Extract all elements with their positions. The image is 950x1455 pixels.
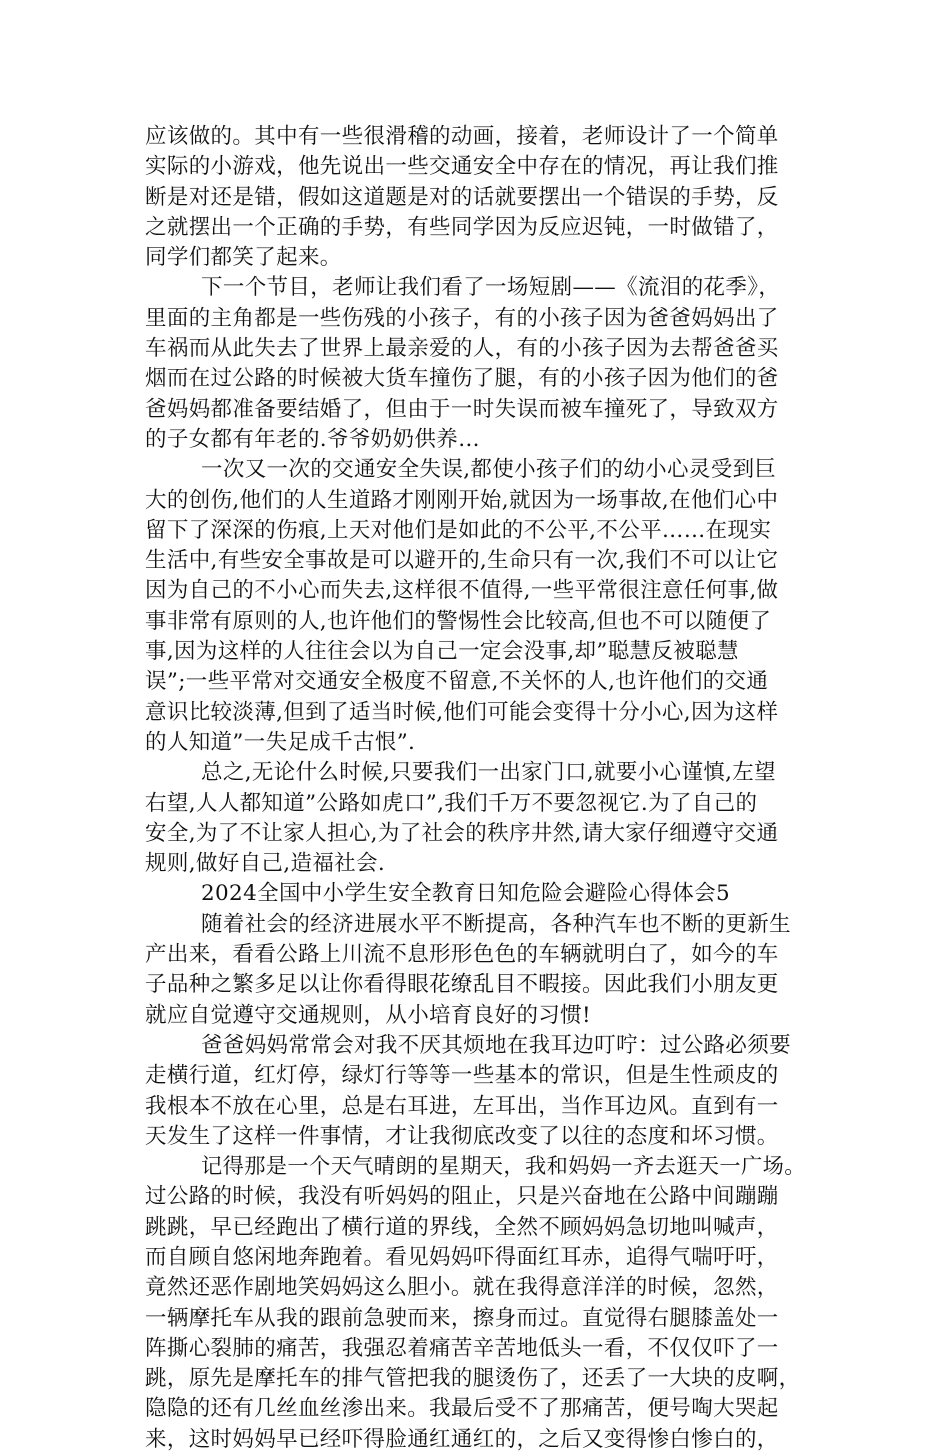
text-line: 烟而在过公路的时候被大货车撞伤了腿，有的小孩子因为他们的爸	[145, 366, 779, 392]
text-line: 事,因为这样的人往往会以为自己一定会没事,却”聪慧反被聪慧	[145, 639, 739, 665]
text-line: 下一个节目，老师让我们看了一场短剧——《流泪的花季》，	[201, 275, 781, 301]
text-line: 阵撕心裂肺的痛苦，我强忍着痛苦辛苦地低头一看，不仅仅吓了一	[145, 1335, 779, 1361]
text-line: 记得那是一个天气晴朗的星期天，我和妈妈一齐去逛天一广场。	[201, 1154, 806, 1180]
text-line: 2024全国中小学生安全教育日知危险会避险心得体会5	[201, 881, 730, 907]
text-line: 而自顾自悠闲地奔跑着。看见妈妈吓得面红耳赤，追得气喘吁吁，	[145, 1244, 779, 1270]
text-line: 爸妈妈都准备要结婚了，但由于一时失误而被车撞死了，导致双方	[145, 396, 779, 422]
text-line: 里面的主角都是一些伤残的小孩子，有的小孩子因为爸爸妈妈出了	[145, 305, 779, 331]
text-line: 安全,为了不让家人担心,为了社会的秩序井然,请大家仔细遵守交通	[145, 820, 779, 846]
text-line: 右望,人人都知道”公路如虎口”,我们千万不要忽视它.为了自己的	[145, 790, 758, 816]
text-line: 留下了深深的伤痕,上天对他们是如此的不公平,不公平……在现实	[145, 517, 772, 543]
text-line: 来，这时妈妈早已经吓得脸通红通红的，之后又变得惨白惨白的，	[145, 1426, 779, 1452]
text-line: 之就摆出一个正确的手势，有些同学因为反应迟钝，一时做错了，	[145, 214, 779, 240]
text-line: 实际的小游戏，他先说出一些交通安全中存在的情况，再让我们推	[145, 154, 779, 180]
text-line: 的子女都有年老的.爷爷奶奶供养…	[145, 426, 480, 452]
text-line: 走横行道，红灯停，绿灯行等等一些基本的常识，但是生性顽皮的	[145, 1063, 779, 1089]
text-line: 跳跳，早已经跑出了横行道的界线，全然不顾妈妈急切地叫喊声，	[145, 1214, 779, 1240]
text-line: 爸爸妈妈常常会对我不厌其烦地在我耳边叮咛：过公路必须要	[201, 1032, 791, 1058]
text-line: 规则,做好自己,造福社会.	[145, 851, 386, 877]
text-line: 车祸而从此失去了世界上最亲爱的人，有的小孩子因为去帮爸爸买	[145, 336, 779, 362]
text-line: 大的创伤,他们的人生道路才刚刚开始,就因为一场事故,在他们心中	[145, 487, 779, 513]
text-line: 竟然还恶作剧地笑妈妈这么胆小。就在我得意洋洋的时候，忽然，	[145, 1275, 779, 1301]
text-line: 事非常有原则的人,也许他们的警惕性会比较高,但也不可以随便了	[145, 608, 772, 634]
text-line: 断是对还是错，假如这道题是对的话就要摆出一个错误的手势，反	[145, 184, 779, 210]
text-line: 隐隐的还有几丝血丝渗出来。我最后受不了那痛苦，便号啕大哭起	[145, 1396, 779, 1422]
text-line: 跳，原先是摩托车的排气管把我的腿烫伤了，还丢了一大块的皮啊，	[145, 1366, 801, 1392]
text-line: 一次又一次的交通安全失误,都使小孩子们的幼小心灵受到巨	[201, 457, 777, 483]
text-line: 的人知道”一失足成千古恨”.	[145, 729, 416, 755]
text-line: 意识比较淡薄,但到了适当时候,他们可能会变得十分小心,因为这样	[145, 699, 779, 725]
text-line: 子品种之繁多足以让你看得眼花缭乱目不暇接。因此我们小朋友更	[145, 972, 779, 998]
text-line: 总之,无论什么时候,只要我们一出家门口,就要小心谨慎,左望	[201, 760, 776, 786]
text-line: 同学们都笑了起来。	[145, 245, 342, 271]
text-line: 一辆摩托车从我的跟前急驶而来，擦身而过。直觉得右腿膝盖处一	[145, 1305, 779, 1331]
text-line: 天发生了这样一件事情，才让我彻底改变了以往的态度和坏习惯。	[145, 1123, 779, 1149]
text-line: 产出来，看看公路上川流不息形形色色的车辆就明白了，如今的车	[145, 942, 779, 968]
text-line: 应该做的。其中有一些很滑稽的动画，接着，老师设计了一个简单	[145, 124, 779, 149]
text-line: 就应自觉遵守交通规则，从小培育良好的习惯!	[145, 1002, 591, 1028]
text-line: 我根本不放在心里，总是右耳进，左耳出，当作耳边风。直到有一	[145, 1093, 779, 1119]
text-line: 生活中,有些安全事故是可以避开的,生命只有一次,我们不可以让它	[145, 548, 779, 574]
text-line: 误”;一些平常对交通安全极度不留意,不关怀的人,也许他们的交通	[145, 669, 769, 695]
text-line: 因为自己的不小心而失去,这样很不值得,一些平常很注意任何事,做	[145, 578, 779, 604]
document-body	[145, 122, 810, 1455]
text-line: 随着社会的经济进展水平不断提高，各种汽车也不断的更新生	[201, 911, 791, 937]
text-line: 过公路的时候，我没有听妈妈的阻止，只是兴奋地在公路中间蹦蹦	[145, 1184, 779, 1210]
